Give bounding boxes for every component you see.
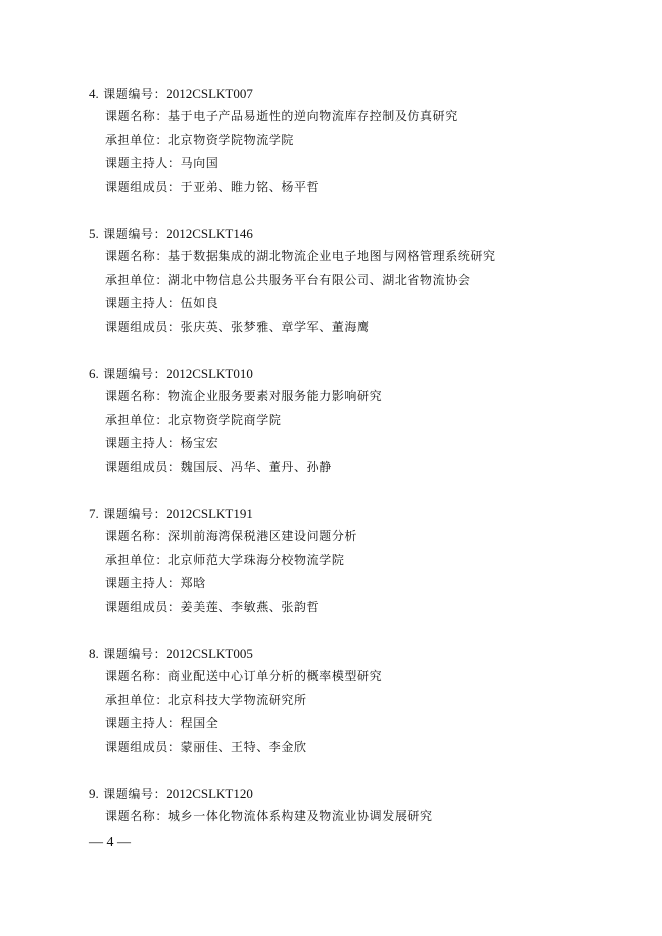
project-entry [89,642,609,759]
project-host: 马向国 [180,156,219,171]
project-unit-line [89,409,609,432]
project-members-line [89,456,609,479]
project-unit-line [89,689,609,712]
code-label: 课题编号： [103,87,167,101]
project-name-line [89,665,609,688]
code-label: 课题编号： [103,647,167,661]
name-label: 课题名称： [105,109,169,124]
project-unit: 北京物资学院物流学院 [168,132,295,147]
project-host-line [89,432,609,455]
project-name-line [89,105,609,128]
name-label: 课题名称： [105,389,169,404]
project-unit: 湖北中物信息公共服务平台有限公司、湖北省物流协会 [168,272,471,287]
project-entry [89,82,609,199]
project-members: 姜美莲、李敏燕、张韵哲 [180,599,320,614]
code-label: 课题编号： [103,227,167,241]
host-label: 课题主持人： [105,296,181,311]
project-host: 郑晗 [180,576,206,591]
code-label: 课题编号： [103,507,167,521]
project-members: 于亚弟、睢力铭、杨平哲 [180,179,320,194]
project-entry [89,502,609,619]
project-members: 魏国辰、冯华、董丹、孙静 [180,459,332,474]
members-label: 课题组成员： [105,319,181,334]
project-unit: 北京师范大学珠海分校物流学院 [168,552,345,567]
project-members: 张庆英、张梦雅、章学军、董海鹰 [180,319,370,334]
project-host: 杨宝宏 [180,436,219,451]
project-entry [89,222,609,339]
project-unit-line [89,129,609,152]
entry-number: 6. [89,366,99,381]
project-entry [89,362,609,479]
project-unit-line [89,549,609,572]
project-name: 深圳前海湾保税港区建设问题分析 [168,529,358,544]
name-label: 课题名称： [105,529,169,544]
project-name: 物流企业服务要素对服务能力影响研究 [168,389,383,404]
project-host: 程国全 [180,716,219,731]
project-members-line [89,176,609,199]
entry-number: 5. [89,226,99,241]
project-code-line [89,642,609,665]
project-members: 蒙丽佳、王特、李金欣 [180,739,307,754]
name-label: 课题名称： [105,669,169,684]
host-label: 课题主持人： [105,436,181,451]
members-label: 课题组成员： [105,459,181,474]
host-label: 课题主持人： [105,716,181,731]
project-name-line [89,385,609,408]
host-label: 课题主持人： [105,576,181,591]
project-name: 基于数据集成的湖北物流企业电子地图与网格管理系统研究 [168,249,496,264]
code-label: 课题编号： [103,787,167,801]
page-number: — 4 — [89,835,131,850]
project-code: 2012CSLKT191 [166,506,253,521]
entry-number: 7. [89,506,99,521]
project-host-line [89,292,609,315]
project-name-line [89,525,609,548]
project-host: 伍如良 [180,296,219,311]
host-label: 课题主持人： [105,156,181,171]
project-members-line [89,736,609,759]
project-code: 2012CSLKT007 [166,86,253,101]
members-label: 课题组成员： [105,739,181,754]
project-host-line [89,572,609,595]
unit-label: 承担单位： [105,552,169,567]
unit-label: 承担单位： [105,272,169,287]
project-unit-line [89,269,609,292]
entry-number: 8. [89,646,99,661]
name-label: 课题名称： [105,809,169,824]
project-code: 2012CSLKT120 [166,786,253,801]
members-label: 课题组成员： [105,599,181,614]
project-name: 商业配送中心订单分析的概率模型研究 [168,669,383,684]
project-code: 2012CSLKT146 [166,226,253,241]
project-host-line [89,152,609,175]
project-name: 基于电子产品易逝性的逆向物流库存控制及仿真研究 [168,109,458,124]
project-code: 2012CSLKT010 [166,366,253,381]
project-code-line [89,362,609,385]
project-name-line [89,245,609,268]
name-label: 课题名称： [105,249,169,264]
unit-label: 承担单位： [105,412,169,427]
project-host-line [89,712,609,735]
project-members-line [89,316,609,339]
project-members-line [89,596,609,619]
project-unit: 北京物资学院商学院 [168,412,282,427]
entry-number: 4. [89,86,99,101]
project-name: 城乡一体化物流体系构建及物流业协调发展研究 [168,809,433,824]
members-label: 课题组成员： [105,179,181,194]
project-entry [89,782,609,829]
unit-label: 承担单位： [105,132,169,147]
code-label: 课题编号： [103,367,167,381]
project-code-line [89,502,609,525]
project-code-line [89,782,609,805]
entry-number: 9. [89,786,99,801]
unit-label: 承担单位： [105,692,169,707]
project-code: 2012CSLKT005 [166,646,253,661]
project-code-line [89,82,609,105]
project-name-line [89,805,609,828]
project-code-line [89,222,609,245]
project-unit: 北京科技大学物流研究所 [168,692,307,707]
